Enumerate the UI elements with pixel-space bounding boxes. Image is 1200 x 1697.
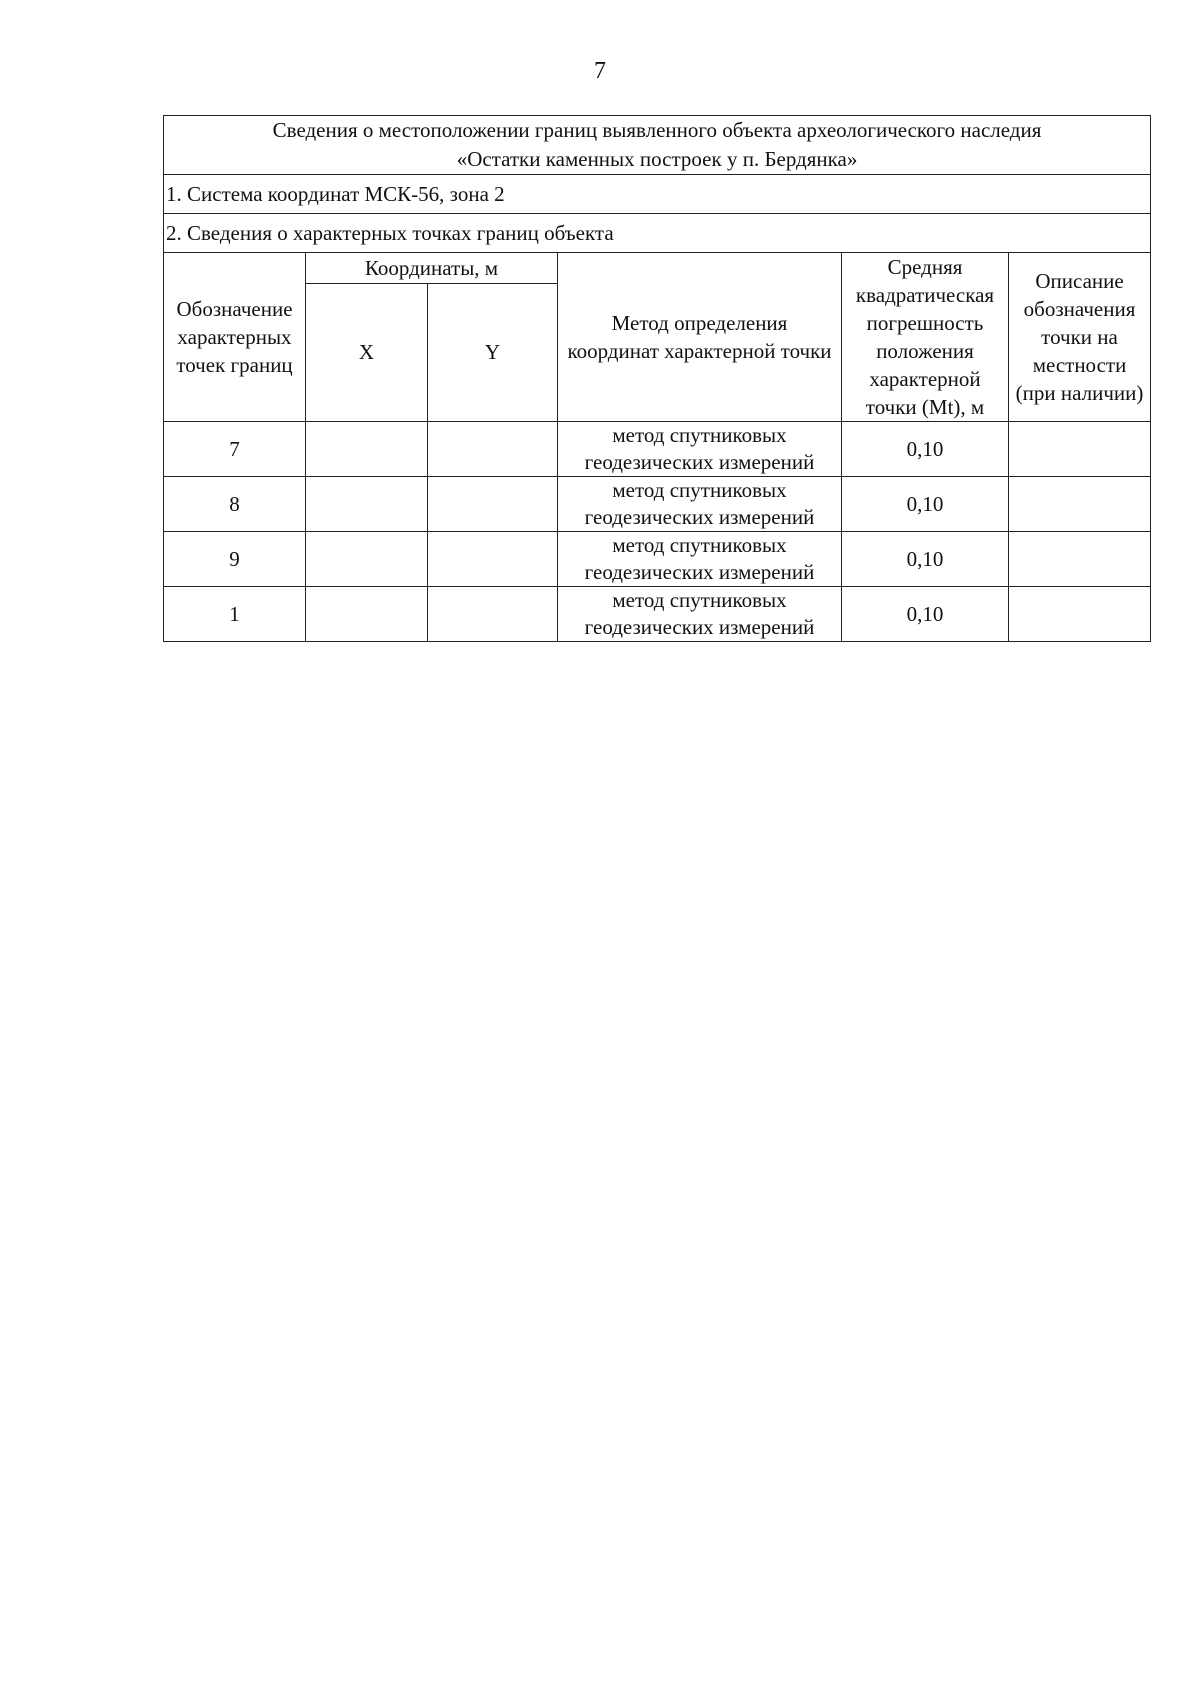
table-row (164, 587, 1151, 642)
method-cell (558, 532, 842, 587)
method-line-2: геодезических измерений (584, 615, 815, 639)
method-line-1: метод спутниковых (612, 588, 787, 612)
header-mean-error: Средняя квадратическая погрешность положения характерной точки (Mt), м (842, 253, 1009, 422)
points-info-row: 2. Сведения о характерных точках границ объекта (164, 214, 1151, 253)
y-cell (428, 587, 558, 642)
method-cell (558, 477, 842, 532)
header-point-designation: Обозначение характерных точек границ (164, 253, 306, 422)
header-method: Метод определения координат характерной точки (558, 253, 842, 422)
error-cell: 0,10 (842, 422, 1009, 477)
x-cell (306, 477, 428, 532)
header-x: X (306, 283, 428, 421)
x-cell (306, 532, 428, 587)
description-cell (1009, 422, 1151, 477)
point-cell: 9 (164, 532, 306, 587)
caption-line-1: Сведения о местоположении границ выявленного объекта археологического наследия (272, 118, 1042, 142)
description-cell (1009, 477, 1151, 532)
table-row (164, 477, 1151, 532)
method-line-2: геодезических измерений (584, 560, 815, 584)
y-cell (428, 422, 558, 477)
method-line-1: метод спутниковых (612, 423, 787, 447)
table-row (164, 532, 1151, 587)
description-cell (1009, 587, 1151, 642)
point-cell: 1 (164, 587, 306, 642)
description-cell (1009, 532, 1151, 587)
table-row (164, 422, 1151, 477)
x-cell (306, 422, 428, 477)
boundary-points-table (163, 115, 1151, 642)
error-cell: 0,10 (842, 587, 1009, 642)
y-cell (428, 477, 558, 532)
point-cell: 7 (164, 422, 306, 477)
error-cell: 0,10 (842, 477, 1009, 532)
header-coordinates: Координаты, м (306, 253, 558, 284)
x-cell (306, 587, 428, 642)
error-cell: 0,10 (842, 532, 1009, 587)
method-cell (558, 587, 842, 642)
coordinate-system-row: 1. Система координат МСК-56, зона 2 (164, 175, 1151, 214)
method-line-2: геодезических измерений (584, 505, 815, 529)
table-caption (164, 116, 1151, 175)
method-line-1: метод спутниковых (612, 533, 787, 557)
point-cell: 8 (164, 477, 306, 532)
header-description: Описание обозначения точки на местности (при наличии) (1009, 253, 1151, 422)
caption-line-2: «Остатки каменных построек у п. Бердянка» (456, 147, 858, 171)
method-line-2: геодезических измерений (584, 450, 815, 474)
method-line-1: метод спутниковых (612, 478, 787, 502)
method-cell (558, 422, 842, 477)
header-y: Y (428, 283, 558, 421)
page-number: 7 (594, 58, 606, 84)
y-cell (428, 532, 558, 587)
